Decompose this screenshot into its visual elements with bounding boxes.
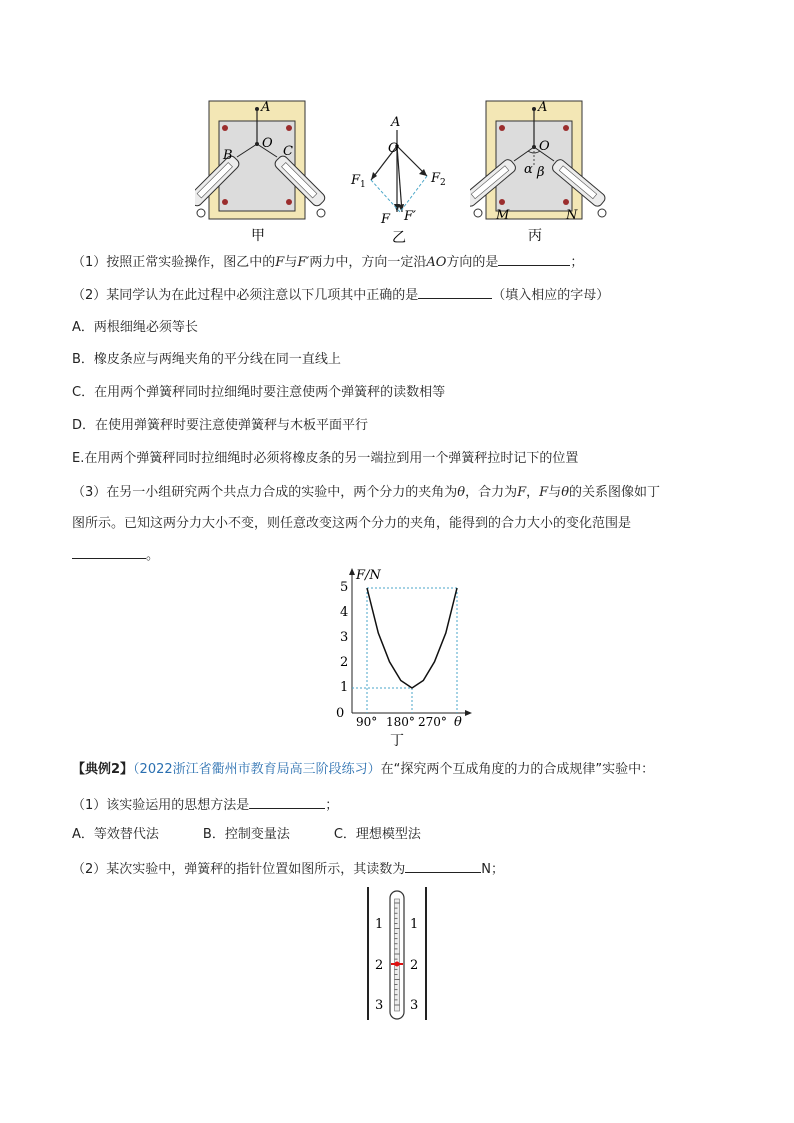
q1-text-b: 与 [284,255,298,270]
scale-right-3: 3 [410,998,419,1013]
e2-tail: N； [481,862,505,877]
label-beta: β [537,165,545,180]
q3-f-2: F [539,485,549,500]
q3-theta-2: θ [561,485,570,500]
scale-left-3: 3 [375,998,384,1013]
question-3-line-1 [72,484,660,502]
q3-text-a: （3）在另一小组研究两个共点力合成的实验中，两个分力的夹角为 [72,485,458,500]
label-c: C [283,144,293,159]
scale-right-1: 1 [410,917,419,932]
example-2-options [72,826,421,844]
q3-f: F [517,485,527,500]
q3-text-b: ，合力为 [465,485,518,500]
caption-bing: 丙 [528,228,542,244]
q3-text-c: ， [526,485,540,500]
label-f-prime: F′ [404,209,416,224]
option-e: E.在用两个弹簧秤同时拉细绳时必须将橡皮条的另一端拉到用一个弹簧秤拉时记下的位置 [72,451,579,466]
label-o: O [388,141,399,156]
answer-blank-e1[interactable] [249,795,325,809]
answer-blank-q3[interactable] [72,545,146,559]
label-n: N [566,208,578,223]
example-2-header [72,761,654,779]
example-2-tag: 【典例2】 [72,762,134,777]
label-b: B [223,148,233,163]
e1-tail: ； [325,798,339,813]
option-a: A．两根细绳必须等长 [72,320,198,335]
caption-yi: 乙 [392,230,406,246]
spring-scale-figure [360,885,435,1025]
label-m: M [496,208,510,223]
answer-blank-q1[interactable] [498,252,570,266]
y-tick-2: 2 [340,655,349,670]
q1-ao: AO [426,255,447,270]
option-b: B．橡皮条应与两绳夹角的平分线在同一直线上 [72,352,341,367]
x-tick-180: 180° [386,715,415,729]
caption-ding: 丁 [390,733,404,749]
q2-tail: （填入相应的字母） [492,288,610,303]
q3-text-d: 与 [548,485,562,500]
x-tick-90: 90° [356,715,378,729]
label-a: A [538,100,548,115]
q1-text-c: 两力中，方向一定沿 [309,255,427,270]
x-tick-270: 270° [418,715,447,729]
figure-bing [470,97,610,245]
question-2 [72,285,609,305]
example-2-question-2 [72,859,504,879]
chart-line-series [367,588,457,688]
q2-text: （2）某同学认为在此过程中必须注意以下几项其中正确的是 [72,288,419,303]
label-o: O [539,139,550,154]
example-2-source: （2022浙江省衢州市教育局高三阶段练习） [133,762,381,777]
label-f1: $F_1$ [351,173,366,190]
label-o: O [262,136,273,151]
label-f2: $F_2$ [431,171,446,188]
option-c: C．在用两个弹簧秤同时拉细绳时要注意使两个弹簧秤的读数相等 [72,385,446,400]
e2-text: （2）某次实验中，弹簧秤的指针位置如图所示，其读数为 [72,862,406,877]
answer-blank-q2[interactable] [418,285,492,299]
y-tick-1: 1 [340,680,349,695]
q1-text-a: （1）按照正常实验操作，图乙中的 [72,255,276,270]
y-tick-4: 4 [340,605,349,620]
example-2-text: 在“探究两个互成角度的力的合成规律”实验中： [380,762,655,777]
figure-jia [195,97,330,245]
label-f: F [381,212,391,227]
label-a: A [261,100,271,115]
option-equivalent-substitution: A．等效替代法 [72,827,159,842]
y-tick-0: 0 [336,706,345,721]
chart-y-axis-label: F/N [356,568,381,583]
option-control-variable: B．控制变量法 [202,827,290,842]
q1-tail: ； [570,255,584,270]
y-tick-3: 3 [340,630,349,645]
option-d: D．在使用弹簧秤时要注意使弹簧秤与木板平面平行 [72,418,369,433]
y-tick-5: 5 [340,580,349,595]
question-1 [72,252,583,272]
question-3-line-2: 图所示。已知这两分力大小不变，则任意改变这两个分力的夹角，能得到的合力大小的变化范围是 [72,516,632,531]
scale-left-1: 1 [375,917,384,932]
q3-theta: θ [457,485,466,500]
q1-text-d: 方向的是 [446,255,499,270]
example-2-question-1 [72,795,338,815]
label-alpha: α [524,162,533,177]
answer-blank-e2[interactable] [405,859,481,873]
chart-x-axis-label: θ [454,715,462,730]
pointer-icon [395,962,400,967]
caption-jia: 甲 [251,228,265,244]
q1-f-prime: F′ [297,255,310,270]
scale-right-2: 2 [410,958,419,973]
figure-yi [345,108,455,248]
q3-text-e: 的关系图像如丁 [569,485,661,500]
option-ideal-model: C．理想模型法 [333,827,421,842]
label-a: A [391,115,401,130]
q3-tail: 。 [146,548,160,563]
q1-f: F [275,255,285,270]
e1-text: （1）该实验运用的思想方法是 [72,798,250,813]
scale-left-2: 2 [375,958,384,973]
question-3-line-3 [72,545,159,565]
chart-ding [320,565,480,750]
